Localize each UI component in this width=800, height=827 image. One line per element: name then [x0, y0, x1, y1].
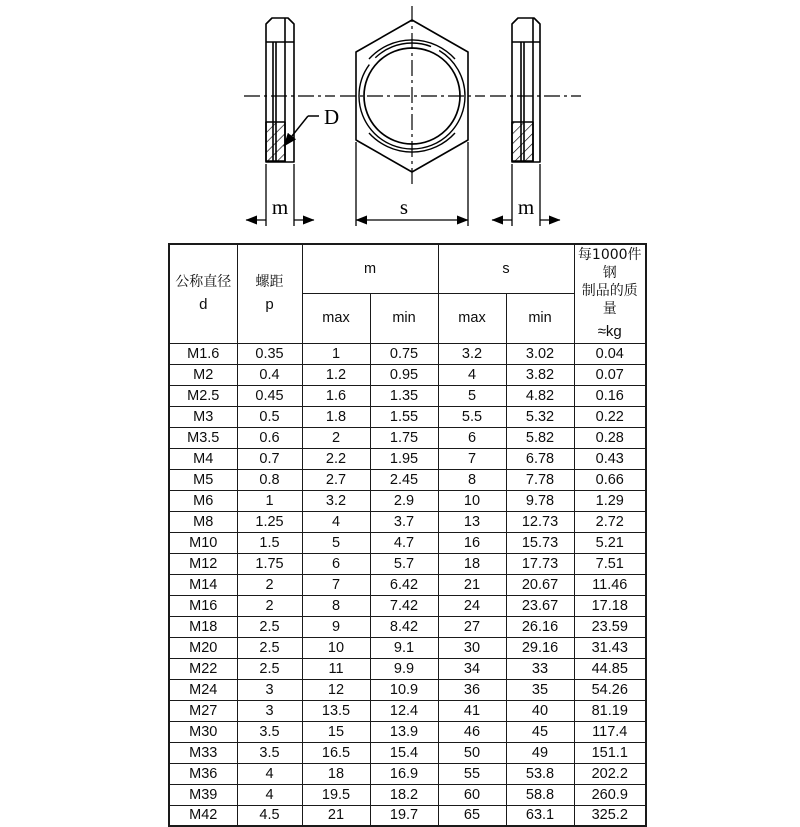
header-group-s: s — [438, 244, 574, 294]
cell-mass-per-1000-kg: 81.19 — [574, 700, 646, 721]
cell-m-min: 1.95 — [370, 448, 438, 469]
cell-mass-per-1000-kg: 44.85 — [574, 658, 646, 679]
cell-s-min: 45 — [506, 721, 574, 742]
cell-p: 4 — [237, 763, 302, 784]
cell-d: M27 — [169, 700, 237, 721]
cell-d: M39 — [169, 784, 237, 805]
table-row — [169, 364, 646, 385]
table-row — [169, 469, 646, 490]
cell-s-max: 6 — [438, 427, 506, 448]
cell-m-min: 10.9 — [370, 679, 438, 700]
table-row — [169, 721, 646, 742]
cell-d: M1.6 — [169, 343, 237, 364]
cell-m-min: 18.2 — [370, 784, 438, 805]
cell-mass-per-1000-kg: 31.43 — [574, 637, 646, 658]
header-pitch-cjk: 螺距 — [255, 273, 284, 290]
cell-p: 1.75 — [237, 553, 302, 574]
header-mass-per-1000 — [574, 244, 646, 343]
cell-s-min: 6.78 — [506, 448, 574, 469]
cell-mass-per-1000-kg: 0.04 — [574, 343, 646, 364]
table-row — [169, 784, 646, 805]
cell-s-min: 40 — [506, 700, 574, 721]
table-row — [169, 616, 646, 637]
cell-s-min: 4.82 — [506, 385, 574, 406]
cell-p: 1 — [237, 490, 302, 511]
cell-m-min: 8.42 — [370, 616, 438, 637]
cell-m-min: 19.7 — [370, 805, 438, 826]
table-row — [169, 511, 646, 532]
cell-s-min: 29.16 — [506, 637, 574, 658]
cell-d: M18 — [169, 616, 237, 637]
cell-s-max: 41 — [438, 700, 506, 721]
cell-p: 1.5 — [237, 532, 302, 553]
cell-p: 0.4 — [237, 364, 302, 385]
cell-m-max: 13.5 — [302, 700, 370, 721]
header-mass-line2: 制品的质量 — [581, 282, 638, 317]
cell-m-max: 1.2 — [302, 364, 370, 385]
table-row — [169, 427, 646, 448]
cell-m-min: 9.1 — [370, 637, 438, 658]
cell-s-min: 26.16 — [506, 616, 574, 637]
header-group-m: m — [302, 244, 438, 294]
cell-s-min: 3.82 — [506, 364, 574, 385]
cell-m-min: 1.35 — [370, 385, 438, 406]
cell-m-min: 0.75 — [370, 343, 438, 364]
cell-s-max: 65 — [438, 805, 506, 826]
header-nominal-diameter-cjk: 公称直径 — [175, 273, 232, 290]
cell-s-min: 12.73 — [506, 511, 574, 532]
cell-m-min: 16.9 — [370, 763, 438, 784]
table-row — [169, 805, 646, 826]
header-nominal-diameter-symbol: d — [199, 295, 208, 313]
cell-s-min: 15.73 — [506, 532, 574, 553]
cell-m-max: 18 — [302, 763, 370, 784]
cell-d: M33 — [169, 742, 237, 763]
label-thickness-m-right: m — [517, 195, 535, 219]
cell-m-max: 1.6 — [302, 385, 370, 406]
cell-s-max: 5.5 — [438, 406, 506, 427]
cell-mass-per-1000-kg: 117.4 — [574, 721, 646, 742]
table-body — [169, 343, 646, 826]
label-thread-diameter-D: D — [324, 105, 340, 129]
cell-m-max: 1.8 — [302, 406, 370, 427]
cell-p: 3.5 — [237, 742, 302, 763]
header-mass-line1: 每1000件钢 — [577, 247, 642, 281]
cell-s-max: 10 — [438, 490, 506, 511]
right-section-hatch — [512, 122, 533, 161]
cell-d: M4 — [169, 448, 237, 469]
table-row — [169, 448, 646, 469]
specification-table-container — [168, 243, 645, 827]
nut-drawing-svg — [240, 0, 585, 238]
table-row — [169, 595, 646, 616]
header-m-max: max — [302, 294, 370, 344]
cell-m-min: 3.7 — [370, 511, 438, 532]
cell-d: M42 — [169, 805, 237, 826]
cell-m-min: 6.42 — [370, 574, 438, 595]
cell-s-max: 55 — [438, 763, 506, 784]
cell-mass-per-1000-kg: 11.46 — [574, 574, 646, 595]
cell-p: 3 — [237, 700, 302, 721]
cell-s-min: 23.67 — [506, 595, 574, 616]
cell-s-max: 3.2 — [438, 343, 506, 364]
cell-m-max: 6 — [302, 553, 370, 574]
cell-s-max: 24 — [438, 595, 506, 616]
cell-s-min: 5.82 — [506, 427, 574, 448]
cell-s-min: 33 — [506, 658, 574, 679]
cell-d: M16 — [169, 595, 237, 616]
cell-p: 2.5 — [237, 658, 302, 679]
cell-p: 0.45 — [237, 385, 302, 406]
cell-d: M5 — [169, 469, 237, 490]
cell-m-min: 1.75 — [370, 427, 438, 448]
cell-s-max: 16 — [438, 532, 506, 553]
cell-s-max: 30 — [438, 637, 506, 658]
table-row — [169, 385, 646, 406]
cell-m-max: 19.5 — [302, 784, 370, 805]
cell-m-min: 9.9 — [370, 658, 438, 679]
header-nominal-diameter — [169, 244, 237, 343]
table-row — [169, 637, 646, 658]
cell-mass-per-1000-kg: 0.22 — [574, 406, 646, 427]
cell-s-min: 17.73 — [506, 553, 574, 574]
table-row — [169, 763, 646, 784]
cell-p: 2 — [237, 595, 302, 616]
cell-m-max: 2.7 — [302, 469, 370, 490]
cell-s-max: 60 — [438, 784, 506, 805]
table-row — [169, 574, 646, 595]
cell-s-min: 58.8 — [506, 784, 574, 805]
specification-table — [168, 243, 647, 827]
cell-d: M3.5 — [169, 427, 237, 448]
cell-m-max: 15 — [302, 721, 370, 742]
cell-d: M2 — [169, 364, 237, 385]
cell-mass-per-1000-kg: 260.9 — [574, 784, 646, 805]
cell-m-max: 7 — [302, 574, 370, 595]
cell-mass-per-1000-kg: 151.1 — [574, 742, 646, 763]
cell-mass-per-1000-kg: 0.07 — [574, 364, 646, 385]
cell-m-min: 7.42 — [370, 595, 438, 616]
header-row-top — [169, 244, 646, 294]
cell-s-max: 21 — [438, 574, 506, 595]
cell-s-max: 36 — [438, 679, 506, 700]
technical-drawing — [240, 0, 585, 238]
cell-s-max: 46 — [438, 721, 506, 742]
cell-m-min: 0.95 — [370, 364, 438, 385]
cell-mass-per-1000-kg: 202.2 — [574, 763, 646, 784]
cell-p: 0.6 — [237, 427, 302, 448]
cell-d: M24 — [169, 679, 237, 700]
cell-p: 2.5 — [237, 637, 302, 658]
table-row — [169, 553, 646, 574]
cell-s-max: 27 — [438, 616, 506, 637]
cell-m-max: 21 — [302, 805, 370, 826]
header-pitch-symbol: p — [265, 295, 274, 313]
cell-mass-per-1000-kg: 2.72 — [574, 511, 646, 532]
cell-m-max: 5 — [302, 532, 370, 553]
cell-s-min: 49 — [506, 742, 574, 763]
cell-mass-per-1000-kg: 54.26 — [574, 679, 646, 700]
cell-m-max: 12 — [302, 679, 370, 700]
cell-s-min: 20.67 — [506, 574, 574, 595]
cell-m-max: 2.2 — [302, 448, 370, 469]
cell-s-min: 9.78 — [506, 490, 574, 511]
cell-p: 0.8 — [237, 469, 302, 490]
header-pitch — [237, 244, 302, 343]
cell-d: M3 — [169, 406, 237, 427]
cell-d: M14 — [169, 574, 237, 595]
cell-m-max: 2 — [302, 427, 370, 448]
cell-mass-per-1000-kg: 0.43 — [574, 448, 646, 469]
cell-m-max: 1 — [302, 343, 370, 364]
table-row — [169, 700, 646, 721]
cell-m-min: 2.9 — [370, 490, 438, 511]
cell-s-max: 5 — [438, 385, 506, 406]
cell-mass-per-1000-kg: 23.59 — [574, 616, 646, 637]
cell-p: 3.5 — [237, 721, 302, 742]
cell-m-min: 12.4 — [370, 700, 438, 721]
cell-p: 0.7 — [237, 448, 302, 469]
cell-mass-per-1000-kg: 0.28 — [574, 427, 646, 448]
cell-p: 4 — [237, 784, 302, 805]
cell-s-max: 7 — [438, 448, 506, 469]
cell-s-max: 34 — [438, 658, 506, 679]
cell-s-min: 35 — [506, 679, 574, 700]
cell-m-max: 8 — [302, 595, 370, 616]
cell-p: 0.35 — [237, 343, 302, 364]
cell-mass-per-1000-kg: 0.66 — [574, 469, 646, 490]
header-mass-line3: ≈kg — [597, 322, 622, 340]
table-row — [169, 532, 646, 553]
cell-m-max: 3.2 — [302, 490, 370, 511]
cell-s-min: 53.8 — [506, 763, 574, 784]
cell-s-max: 18 — [438, 553, 506, 574]
cell-s-min: 3.02 — [506, 343, 574, 364]
header-s-min: min — [506, 294, 574, 344]
table-row — [169, 742, 646, 763]
cell-d: M8 — [169, 511, 237, 532]
cell-s-min: 7.78 — [506, 469, 574, 490]
table-row — [169, 406, 646, 427]
left-section-hatch — [266, 122, 285, 161]
cell-mass-per-1000-kg: 1.29 — [574, 490, 646, 511]
cell-mass-per-1000-kg: 325.2 — [574, 805, 646, 826]
cell-d: M12 — [169, 553, 237, 574]
cell-mass-per-1000-kg: 0.16 — [574, 385, 646, 406]
cell-mass-per-1000-kg: 5.21 — [574, 532, 646, 553]
cell-s-min: 63.1 — [506, 805, 574, 826]
header-m-min: min — [370, 294, 438, 344]
cell-mass-per-1000-kg: 7.51 — [574, 553, 646, 574]
cell-m-min: 1.55 — [370, 406, 438, 427]
cell-m-max: 10 — [302, 637, 370, 658]
cell-m-max: 9 — [302, 616, 370, 637]
cell-p: 0.5 — [237, 406, 302, 427]
label-width-across-flats-s: s — [399, 195, 409, 219]
table-header — [169, 244, 646, 343]
cell-m-min: 13.9 — [370, 721, 438, 742]
cell-d: M20 — [169, 637, 237, 658]
cell-s-min: 5.32 — [506, 406, 574, 427]
table-row — [169, 343, 646, 364]
cell-d: M10 — [169, 532, 237, 553]
cell-m-min: 4.7 — [370, 532, 438, 553]
cell-m-min: 15.4 — [370, 742, 438, 763]
cell-p: 2 — [237, 574, 302, 595]
cell-p: 4.5 — [237, 805, 302, 826]
cell-s-max: 8 — [438, 469, 506, 490]
cell-p: 3 — [237, 679, 302, 700]
table-row — [169, 679, 646, 700]
cell-s-max: 13 — [438, 511, 506, 532]
cell-p: 2.5 — [237, 616, 302, 637]
cell-s-max: 4 — [438, 364, 506, 385]
cell-p: 1.25 — [237, 511, 302, 532]
cell-s-max: 50 — [438, 742, 506, 763]
cell-m-min: 2.45 — [370, 469, 438, 490]
cell-m-max: 11 — [302, 658, 370, 679]
label-thickness-m-left: m — [271, 195, 289, 219]
cell-d: M6 — [169, 490, 237, 511]
cell-d: M2.5 — [169, 385, 237, 406]
header-s-max: max — [438, 294, 506, 344]
cell-d: M36 — [169, 763, 237, 784]
cell-d: M30 — [169, 721, 237, 742]
cell-m-min: 5.7 — [370, 553, 438, 574]
cell-m-max: 16.5 — [302, 742, 370, 763]
cell-mass-per-1000-kg: 17.18 — [574, 595, 646, 616]
table-row — [169, 490, 646, 511]
cell-m-max: 4 — [302, 511, 370, 532]
table-row — [169, 658, 646, 679]
cell-d: M22 — [169, 658, 237, 679]
